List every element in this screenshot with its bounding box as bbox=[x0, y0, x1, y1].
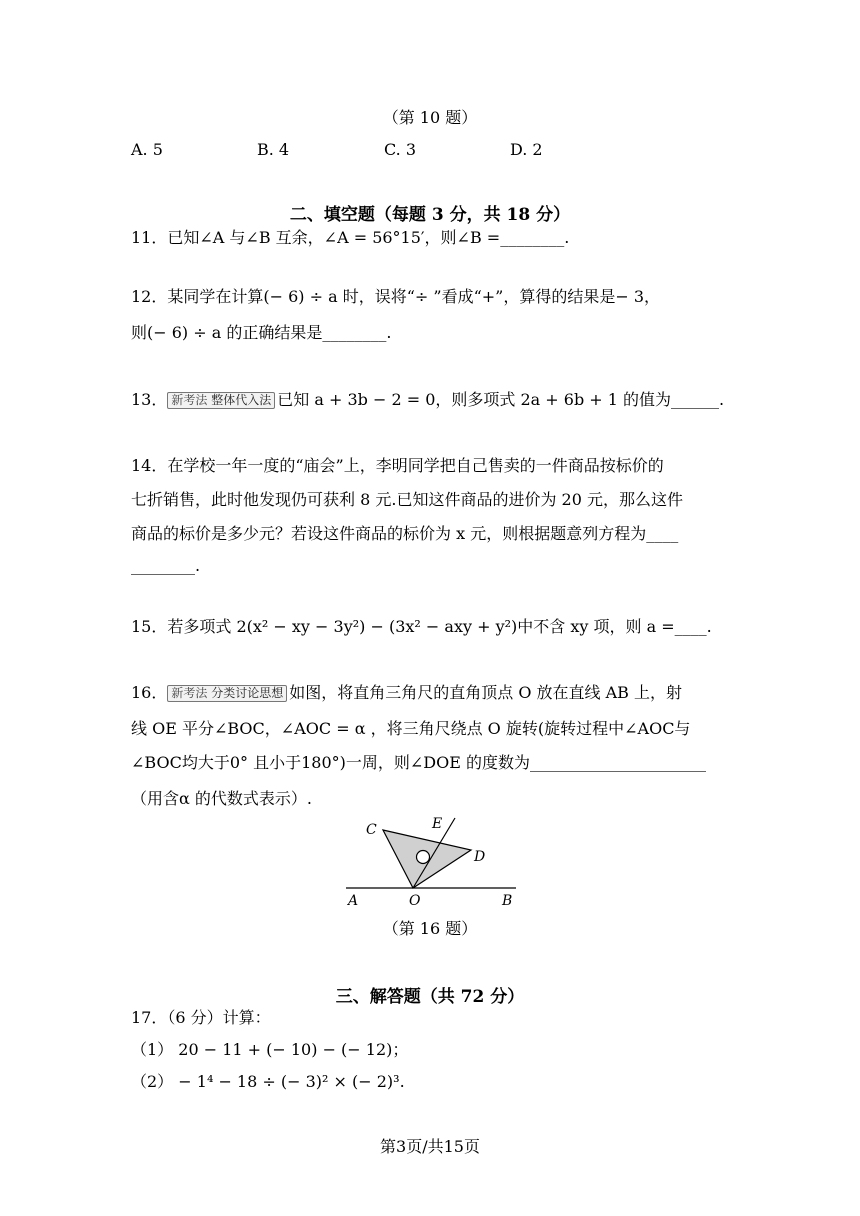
question-16-number: 16． bbox=[131, 683, 168, 702]
q10-caption: （第 10 题） bbox=[382, 108, 478, 127]
question-16-line3: ∠BOC均大于0° 且小于180°)一周，则∠DOE 的度数为______________________ bbox=[131, 753, 706, 772]
section-2-title: 二、填空题（每题 3 分，共 18 分） bbox=[289, 205, 571, 225]
option-d: D. 2 bbox=[510, 140, 543, 159]
option-c: C. 3 bbox=[384, 140, 417, 159]
ruler-hole bbox=[417, 851, 430, 864]
question-17-part1: （1） 20 − 11 + (− 10) − (− 12)； bbox=[131, 1040, 409, 1059]
tag-method: 分类讨论思想 bbox=[211, 686, 284, 700]
question-16-line2: 线 OE 平分∠BOC，∠AOC = α ，将三角尺绕点 O 旋转(旋转过程中∠AOC与 bbox=[131, 719, 691, 738]
new-method-tag bbox=[167, 685, 287, 702]
label-d: D bbox=[474, 849, 486, 865]
page-footer: 第3页/共15页 bbox=[380, 1137, 480, 1156]
question-13-text: 已知 a + 3b − 2 = 0，则多项式 2a + 6b + 1 的值为______. bbox=[277, 390, 725, 409]
option-b: B. 4 bbox=[257, 140, 290, 159]
label-o: O bbox=[409, 893, 421, 909]
tag-label: 新考法 bbox=[171, 686, 208, 700]
question-13 bbox=[131, 390, 724, 410]
question-17: 17．（6 分）计算： bbox=[131, 1008, 271, 1027]
label-b: B bbox=[502, 893, 513, 909]
q16-caption: （第 16 题） bbox=[382, 919, 478, 938]
question-16-line1 bbox=[131, 683, 682, 703]
question-12-line2: 则(− 6) ÷ a 的正确结果是________. bbox=[131, 323, 392, 342]
section-3-title: 三、解答题（共 72 分） bbox=[335, 987, 525, 1007]
question-17-part2: （2） − 1⁴ − 18 ÷ (− 3)² × (− 2)³. bbox=[131, 1072, 405, 1091]
label-c: C bbox=[366, 822, 377, 838]
question-15: 15．若多项式 2(x² − xy − 3y²) − (3x² − axy + y²)中不含 xy 项，则 a =____. bbox=[131, 617, 712, 636]
tag-method: 整体代入法 bbox=[211, 393, 272, 407]
new-method-tag bbox=[167, 392, 275, 409]
option-a: A. 5 bbox=[131, 140, 163, 159]
question-14-line2: 七折销售，此时他发现仍可获利 8 元.已知这件商品的进价为 20 元，那么这件 bbox=[131, 490, 683, 509]
tag-label: 新考法 bbox=[171, 393, 208, 407]
question-14-line1: 14．在学校一年一度的“庙会”上，李明同学把自己售卖的一件商品按标价的 bbox=[131, 456, 664, 475]
question-12-line1: 12．某同学在计算(− 6) ÷ a 时，误将“÷ ”看成“+”，算得的结果是− 3， bbox=[131, 287, 661, 306]
question-16-line4: （用含α 的代数式表示）. bbox=[131, 789, 312, 808]
label-a: A bbox=[348, 893, 359, 909]
question-14-line4: ________. bbox=[131, 556, 201, 575]
question-11: 11．已知∠A 与∠B 互余，∠A = 56°15′，则∠B =________. bbox=[131, 228, 570, 247]
question-16-text: 如图，将直角三角尺的直角顶点 O 放在直线 AB 上，射 bbox=[289, 683, 683, 702]
label-e: E bbox=[432, 816, 443, 832]
figure-16-diagram bbox=[340, 812, 520, 912]
question-13-number: 13． bbox=[131, 390, 168, 409]
question-14-line3: 商品的标价是多少元？若设这件商品的标价为 x 元，则根据题意列方程为____ bbox=[131, 524, 679, 543]
